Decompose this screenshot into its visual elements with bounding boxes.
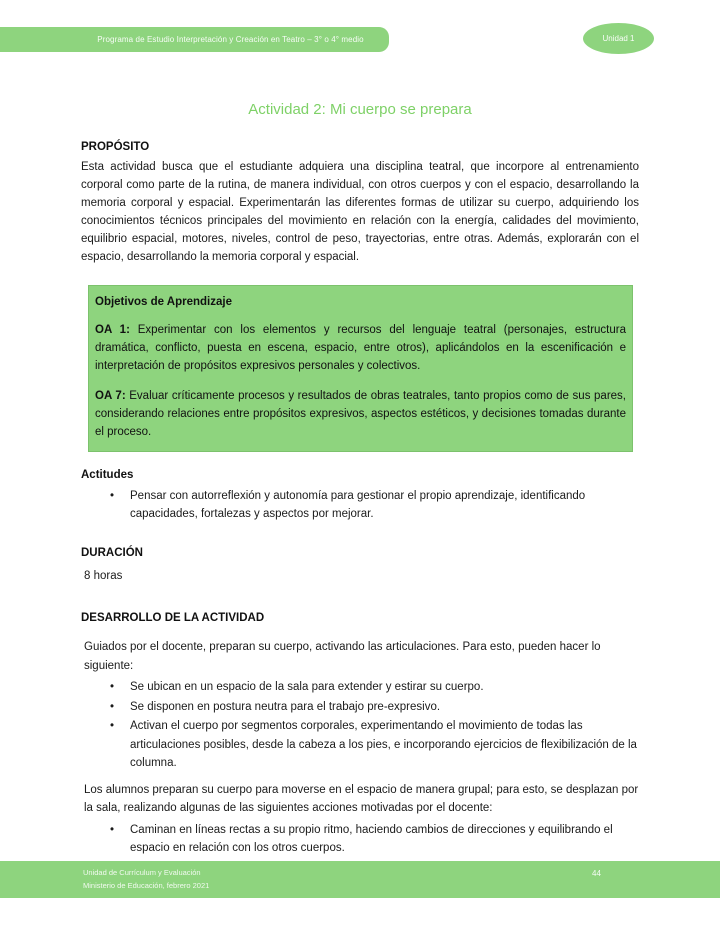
section-duracion: [81, 546, 639, 585]
desarrollo-heading: DESARROLLO DE LA ACTIVIDAD: [81, 612, 265, 624]
desarrollo-list-2: [81, 821, 639, 858]
desarrollo-intro-2: Los alumnos preparan su cuerpo para moverse en el espacio de manera grupal; para esto, se desplazan por la sala, realizando algunas de las siguientes acciones motivadas por el docente:: [84, 783, 639, 814]
oa-item: [95, 321, 626, 375]
footer-bar: [0, 861, 720, 898]
duracion-heading: DURACIÓN: [81, 547, 143, 559]
list-item: • Pensar con autorreflexión y autonomía para gestionar el propio aprendizaje, identificando capacidades, fortalezas y aspectos por mejorar.: [81, 487, 639, 523]
desarrollo-intro-1: Guiados por el docente, preparan su cuerpo, activando las articulaciones. Para esto, pueden hacer lo siguiente:: [84, 641, 601, 672]
list-item: • Se ubican en un espacio de la sala para extender y estirar su cuerpo.: [81, 678, 639, 697]
footer-line-2: Ministerio de Educación, febrero 2021: [83, 881, 210, 890]
page-number: 44: [592, 869, 601, 878]
section-proposito: [81, 140, 639, 266]
section-desarrollo: [81, 611, 639, 859]
unit-badge-label: Unidad 1: [602, 34, 635, 43]
proposito-body: Esta actividad busca que el estudiante adquiera una disciplina teatral, que incorpore al entrenamiento corporal como parte de la rutina, de manera individual, con otros cuerpos y con el espacio, desarrollando la memoria corporal y espacial. Experimentarán las diferentes formas de utilizar su cuerpo, adquiriendo los conocimientos técnicos principales del movimiento en relación con la energía, calidades del movimiento, equilibrio espacial, motores, niveles, control de peso, trayectorias, entre otras. Además, explorarán con el espacio, desarrollando la memoria corporal y espacial.: [81, 161, 639, 263]
objetivos-heading: Objetivos de Aprendizaje: [95, 296, 232, 308]
page-title: Actividad 2: Mi cuerpo se prepara: [248, 101, 472, 118]
actitudes-heading: Actitudes: [81, 469, 134, 481]
footer-credits: [83, 866, 209, 892]
oa1-text: Experimentar con los elementos y recursos del lenguaje teatral (personajes, estructura dramática, conflicto, puesta en escena, espacio, entre otros), aplicándolos en la escenificación e interpretación de propósitos expresivos personales y colectivos.: [95, 324, 627, 372]
proposito-heading: PROPÓSITO: [81, 141, 150, 153]
objetivos-box: [88, 285, 633, 452]
header-program-bar: [0, 27, 389, 52]
list-item: • Se disponen en postura neutra para el trabajo pre-expresivo.: [81, 698, 639, 717]
list-item: • Caminan en líneas rectas a su propio ritmo, haciendo cambios de direcciones y equilibrando el espacio en relación con los otros cuerpos.: [81, 821, 639, 858]
section-actitudes: [81, 468, 639, 524]
actitudes-list: [81, 487, 639, 523]
footer-line-1: Unidad de Currículum y Evaluación: [83, 868, 201, 877]
oa-item: [95, 387, 626, 441]
header-program-label: Programa de Estudio Interpretación y Creación en Teatro – 3° o 4° medio: [97, 35, 364, 44]
oa7-text: Evaluar críticamente procesos y resultados de obras teatrales, tanto propios como de sus pares, considerando relaciones entre propósitos expresivos, aspectos estéticos, y decisiones tomadas durante el proceso.: [95, 390, 626, 438]
unit-badge: [583, 23, 654, 54]
list-item: • Activan el cuerpo por segmentos corporales, experimentando el movimiento de todas las articulaciones posibles, desde la cabeza a los pies, e incorporando ejercicios de flexibilización de la columna.: [81, 717, 639, 773]
oa1-label: OA 1:: [95, 324, 130, 336]
desarrollo-list-1: [81, 678, 639, 773]
duracion-value: 8 horas: [84, 570, 123, 582]
oa7-label: OA 7:: [95, 390, 126, 402]
